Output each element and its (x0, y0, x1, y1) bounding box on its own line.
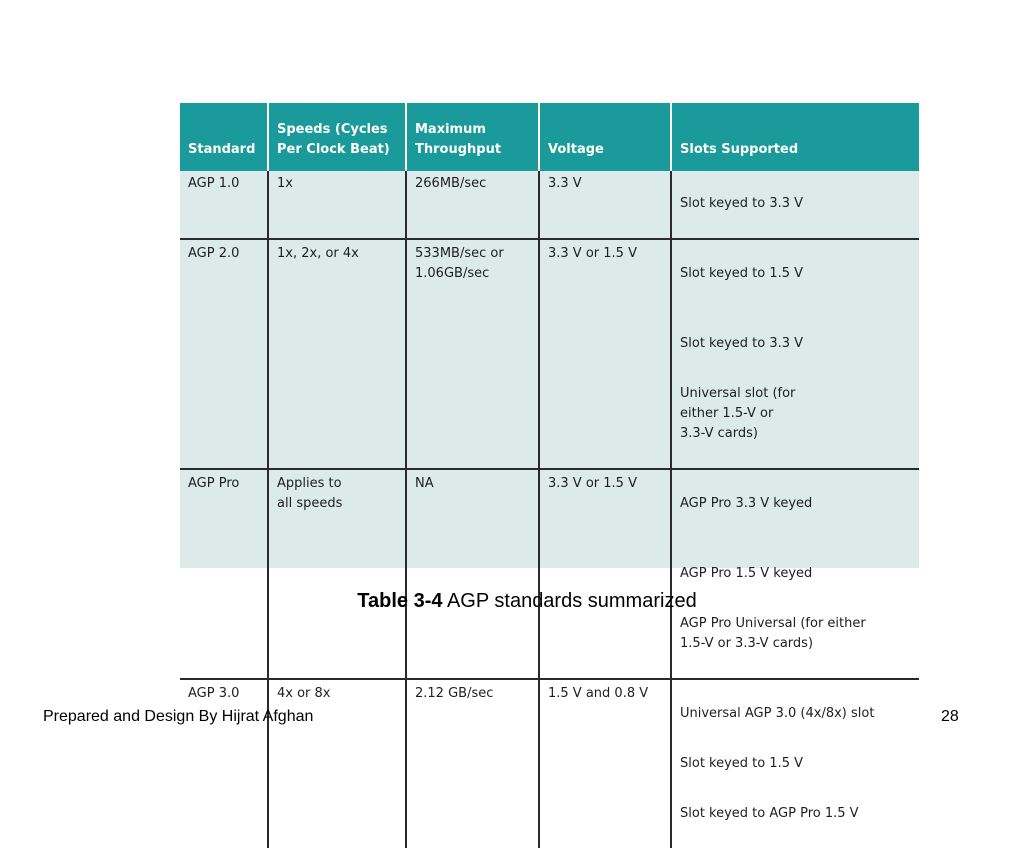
table-caption (0, 589, 1024, 613)
cell-speeds: 4x or 8x (268, 679, 406, 848)
slot-item: Slot keyed to 3.3 V (680, 196, 804, 211)
cell-slots (671, 171, 919, 239)
cell-slots (671, 469, 919, 679)
cell-voltage: 3.3 V or 1.5 V (539, 469, 671, 679)
header-speeds-text: Speeds (Cycles Per Clock Beat) (277, 122, 390, 157)
table-row (180, 679, 919, 848)
caption-label: Table 3-4 (357, 590, 443, 612)
slot-item: AGP Pro 1.5 V keyed (680, 566, 813, 581)
cell-voltage: 3.3 V (539, 171, 671, 239)
cell-speeds: 1x (268, 171, 406, 239)
header-slots: Slots Supported (671, 103, 919, 171)
cell-standard: AGP Pro (180, 469, 268, 679)
header-voltage: Voltage (539, 103, 671, 171)
header-speeds (268, 103, 406, 171)
cell-throughput: NA (406, 469, 539, 679)
table-row (180, 469, 919, 679)
footer-credit: Prepared and Design By Hijrat Afghan (43, 708, 314, 725)
cell-voltage: 1.5 V and 0.8 V (539, 679, 671, 848)
header-standard: Standard (180, 103, 268, 171)
caption-text: AGP standards summarized (446, 590, 697, 612)
cell-slots (671, 239, 919, 469)
slot-item: Slot keyed to 1.5 V (680, 266, 804, 281)
cell-standard: AGP 3.0 (180, 679, 268, 848)
table-header-row (180, 103, 919, 171)
slot-item: Slot keyed to 3.3 V (680, 336, 804, 351)
cell-throughput: 266MB/sec (406, 171, 539, 239)
cell-standard: AGP 1.0 (188, 176, 240, 191)
cell-speeds: Applies to all speeds (268, 469, 406, 679)
slot-item: Slot keyed to 1.5 V (680, 756, 804, 771)
table-row (180, 171, 919, 239)
header-throughput (406, 103, 539, 171)
agp-standards-table (180, 103, 919, 848)
slot-item: AGP Pro Universal (for either 1.5-V or 3.3-V cards) (680, 616, 866, 651)
cell-slots (671, 679, 919, 848)
table-row (180, 239, 919, 469)
cell-standard: AGP 2.0 (180, 239, 268, 469)
slot-item: Universal AGP 3.0 (4x/8x) slot (680, 706, 875, 721)
cell-voltage: 3.3 V or 1.5 V (539, 239, 671, 469)
page-number: 28 (941, 708, 959, 725)
cell-throughput: 2.12 GB/sec (406, 679, 539, 848)
slot-item: Universal slot (for either 1.5-V or 3.3-V cards) (680, 386, 796, 441)
slot-item: Slot keyed to AGP Pro 1.5 V (680, 806, 859, 821)
cell-speeds: 1x, 2x, or 4x (268, 239, 406, 469)
header-throughput-text: Maximum Throughput (415, 122, 502, 157)
cell-throughput: 533MB/sec or 1.06GB/sec (406, 239, 539, 469)
slot-item: AGP Pro 3.3 V keyed (680, 496, 813, 511)
